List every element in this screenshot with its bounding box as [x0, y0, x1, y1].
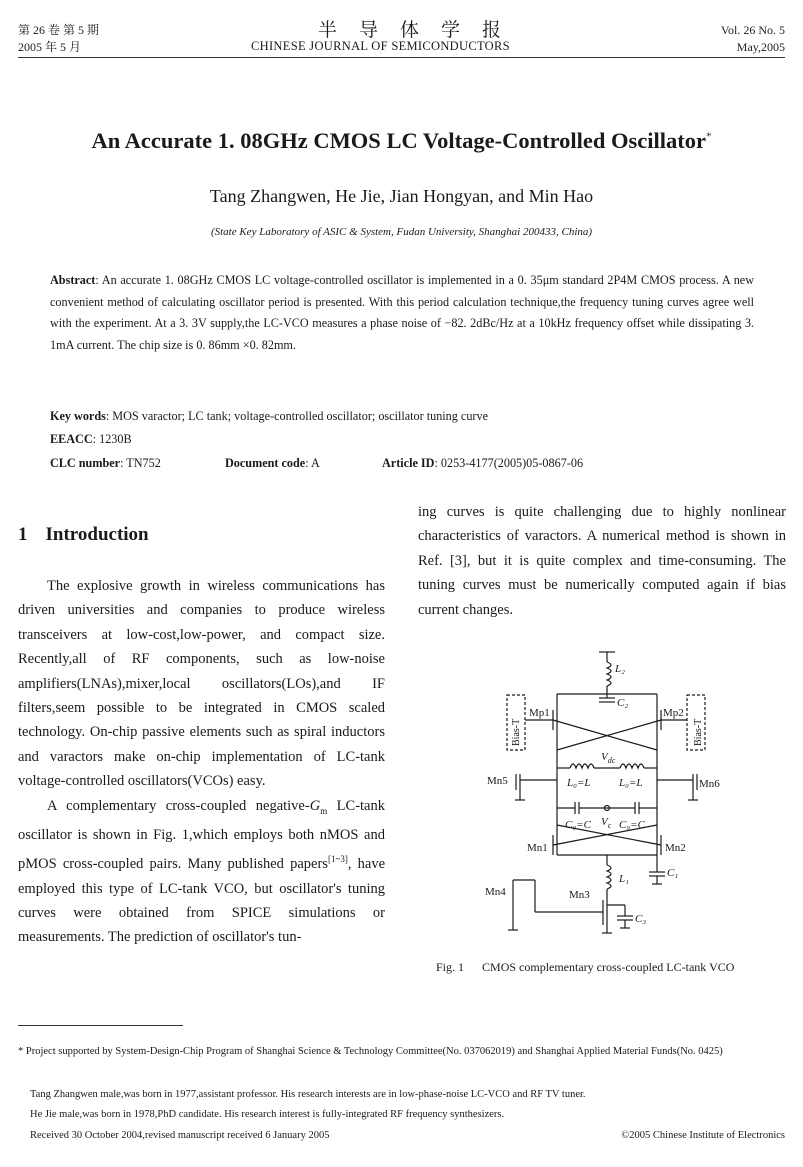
journal-title-en: CHINESE JOURNAL OF SEMICONDUCTORS	[251, 39, 510, 53]
doc-code-label: Document code	[225, 456, 306, 470]
inductor-l1-coil	[607, 865, 611, 889]
title-footnote-mark: *	[706, 130, 712, 143]
label-c0-right: C₀=C	[619, 819, 645, 831]
paragraph-2	[18, 794, 385, 950]
p2-part-c: , have employed this type of LC-tank VCO, but oscillator's tuning curves were obtained from SPICE simulations or measurements. The prediction of oscillator's tun-	[18, 856, 385, 946]
label-c2: C₂	[617, 697, 629, 709]
eeacc-label: EEACC	[50, 432, 93, 446]
right-column	[418, 500, 786, 622]
footnote-rule	[18, 1025, 183, 1026]
section-number: 1	[18, 524, 28, 545]
figure-caption	[436, 956, 781, 978]
keywords	[50, 406, 770, 426]
label-bias-t-right: Bias-T	[693, 718, 704, 746]
label-bias-t-left: Bias-T	[511, 718, 522, 746]
vc-symbol: V	[601, 816, 608, 828]
label-c1: C₁	[667, 867, 679, 879]
abstract	[50, 270, 754, 356]
header-rule	[18, 57, 785, 58]
paragraph-3: ing curves is quite challenging due to highly nonlinear characteristics of varactors. A numerical method is shown in Ref. [3], but it is quite complex and time-consuming. The tuning curves must be numerically computed again if bias current changes.	[418, 504, 786, 618]
label-mn4: Mn4	[485, 886, 506, 898]
section-heading	[18, 524, 149, 546]
keywords-label: Key words	[50, 409, 106, 423]
cross-couple-top	[553, 720, 657, 750]
label-mp2: Mp2	[663, 707, 684, 719]
label-mn1: Mn1	[527, 842, 548, 854]
eeacc	[50, 429, 770, 449]
section-title: Introduction	[45, 524, 149, 545]
header-vol-no: Vol. 26 No. 5	[720, 23, 785, 37]
vc-subscript: c	[607, 821, 612, 830]
footnote-author-1: Tang Zhangwen male,was born in 1977,assistant professor. His research interests are in low-phase-noise LC-VCO and RF TV tuner.	[30, 1089, 586, 1100]
footnote-author-2: He Jie male,was born in 1978,PhD candidate. His research interest is fully-integrated RF frequency synthesizers.	[30, 1109, 505, 1120]
abstract-label: Abstract	[50, 273, 96, 287]
copyright: ©2005 Chinese Institute of Electronics	[621, 1130, 785, 1141]
label-l2: L₂	[615, 663, 625, 675]
inductor-l0-left-coil	[570, 764, 594, 768]
clc-label: CLC number	[50, 456, 121, 470]
doc-code-text: : A	[305, 456, 320, 470]
article-id-label: Article ID	[382, 456, 435, 470]
label-l0-left: L₀=L	[567, 777, 591, 789]
label-vdc	[601, 751, 616, 765]
p2-part-a: A complementary cross-coupled negative-	[47, 797, 310, 814]
keywords-text: : MOS varactor; LC tank; voltage-controlled oscillator; oscillator tuning curve	[105, 409, 488, 423]
figure-1-circuit	[475, 650, 735, 945]
label-c0-left: C₀=C	[565, 819, 591, 831]
vdc-symbol: V	[601, 751, 608, 763]
eeacc-text: : 1230B	[92, 432, 132, 446]
left-column	[18, 574, 385, 950]
cross-couple-top	[557, 720, 661, 750]
reference-citation[interactable]: [1~3]	[327, 854, 348, 865]
gm-symbol: G	[309, 797, 321, 814]
label-mn6: Mn6	[699, 778, 720, 790]
label-vc	[601, 816, 612, 830]
label-mn3: Mn3	[569, 889, 590, 901]
label-mn5: Mn5	[487, 775, 508, 787]
header-volume: 第 26 卷 第 5 期	[18, 23, 100, 37]
figure-caption-text: CMOS complementary cross-coupled LC-tank VCO	[482, 960, 735, 974]
gm-subscript: m	[320, 805, 328, 816]
journal-title-cn: 半导体学报	[318, 20, 524, 41]
label-l1: L₁	[619, 873, 629, 885]
article-id	[382, 453, 762, 473]
article-id-text: : 0253-4177(2005)05-0867-06	[434, 456, 584, 470]
footnote-funding: * Project supported by System-Design-Chip Program of Shanghai Science & Technology Committee(No. 037062019) and Shanghai Applied Material Funds(No. 0425)	[18, 1046, 723, 1057]
received-dates: Received 30 October 2004,revised manuscript received 6 January 2005	[30, 1130, 330, 1141]
paper-title	[0, 128, 803, 154]
abstract-text: : An accurate 1. 08GHz CMOS LC voltage-controlled oscillator is implemented in a 0. 35μm standard 2P4M CMOS process. A new convenient method of calculating oscillator period is presented. With this period calculation technique,the frequency tuning curves agree well with the experiment. At a 3. 3V supply,the LC-VCO measures a phase noise of −82. 2dBc/Hz at a 10kHz frequency offset while dissipating 3. 1mA current. The chip size is 0. 86mm ×0. 82mm.	[50, 273, 754, 352]
paper-affiliation: (State Key Laboratory of ASIC & System, Fudan University, Shanghai 200433, China)	[210, 226, 593, 238]
paper-title-text: An Accurate 1. 08GHz CMOS LC Voltage-Controlled Oscillator	[91, 128, 707, 153]
figure-number: Fig. 1	[436, 960, 465, 974]
p2-part-b: LC-tank oscillator is shown in Fig. 1,which employs both nMOS and pMOS cross-coupled pairs. Many published papers	[18, 797, 385, 873]
header-date-cn: 2005 年 5 月	[18, 40, 82, 54]
label-l0-right: L₀=L	[619, 777, 643, 789]
label-c3: C₃	[635, 913, 647, 925]
document-code	[225, 453, 375, 473]
paper-authors: Tang Zhangwen, He Jie, Jian Hongyan, and Min Hao	[209, 186, 594, 206]
header-month-year: May,2005	[736, 40, 785, 54]
inductor-l0-right-coil	[620, 764, 644, 768]
label-mp1: Mp1	[529, 707, 550, 719]
inductor-l2-coil	[607, 662, 611, 686]
clc-text: : TN752	[120, 456, 161, 470]
vdc-subscript: dc	[607, 756, 616, 765]
label-mn2: Mn2	[665, 842, 686, 854]
paragraph-1: The explosive growth in wireless communications has driven universities and companies to produce wireless transceivers at low-cost,low-power, and compact size. Recently,all of RF components, such as low-noise amplifiers(LNAs),mixer,local oscillators(LOs),and IF filters,seem possible to be integrated in CMOS scaled technology. On-chip passive elements such as spiral inductors and varactors make on-chip implementation of LC-tank voltage-controlled oscillators(VCOs) easy.	[18, 578, 385, 790]
